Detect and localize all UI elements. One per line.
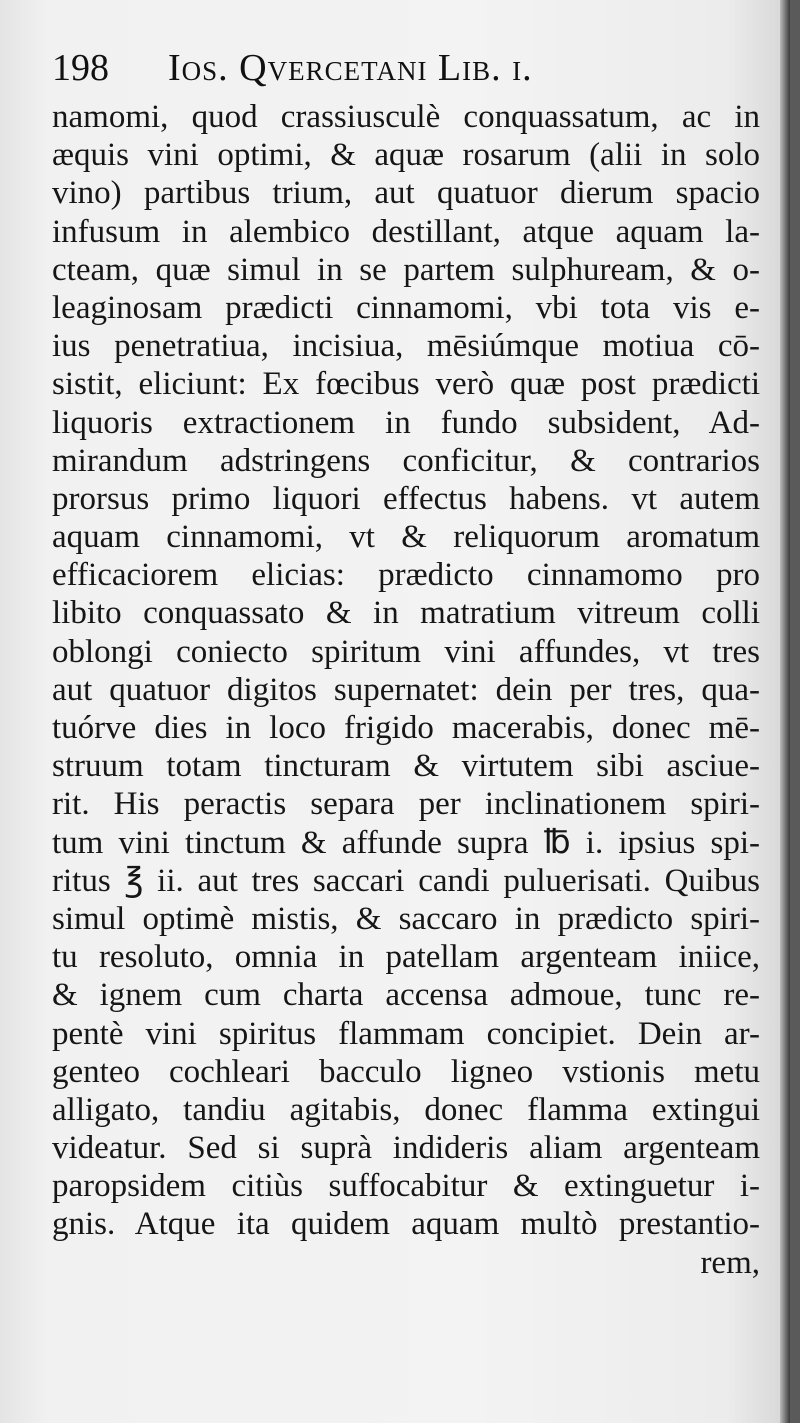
page-header bbox=[52, 40, 772, 96]
text-line: aquam cinnamomi, vt & reliquorum aromatum bbox=[52, 519, 760, 556]
text-line: prorsus primo liquori effectus habens. vt autem bbox=[52, 480, 760, 517]
body-text bbox=[52, 98, 760, 1282]
text-line: struum totam tincturam & virtutem sibi asciue- bbox=[52, 748, 760, 785]
text-line: liquoris extractionem in fundo subsident, Ad- bbox=[52, 404, 760, 441]
page-number: 198 bbox=[52, 47, 109, 89]
text-line: ritus ℥ ii. aut tres saccari candi puluerisati. Quibus bbox=[52, 862, 760, 899]
text-line: sistit, eliciunt: Ex fœcibus verò quæ post prædicti bbox=[52, 366, 760, 403]
text-line: aut quatuor digitos supernatet: dein per tres, qua- bbox=[52, 671, 760, 708]
running-head: Ios. Qvercetani Lib. i. bbox=[168, 47, 533, 89]
text-line: tu resoluto, omnia in patellam argenteam iniice, bbox=[52, 939, 760, 976]
text-line: pentè vini spiritus flammam concipiet. Dein ar- bbox=[52, 1015, 760, 1052]
text-line: videatur. Sed si suprà indideris aliam argenteam bbox=[52, 1130, 760, 1167]
text-line: genteo cochleari bacculo ligneo vstionis metu bbox=[52, 1053, 760, 1090]
text-line: tuórve dies in loco frigido macerabis, donec mē- bbox=[52, 710, 760, 746]
text-line: vino) partibus trium, aut quatuor dierum spacio bbox=[52, 175, 760, 212]
text-line: & ignem cum charta accensa admoue, tunc re- bbox=[52, 977, 760, 1014]
text-line: alligato, tandiu agitabis, donec flamma extingui bbox=[52, 1091, 760, 1128]
text-line: æquis vini optimi, & aquæ rosarum (alii in solo bbox=[52, 137, 760, 174]
text-line: paropsidem citiùs suffocabitur & extinguetur i- bbox=[52, 1168, 760, 1205]
text-line: libito conquassato & in matratium vitreum colli bbox=[52, 595, 760, 632]
text-line: rit. His peractis separa per inclinationem spiri- bbox=[52, 786, 760, 823]
text-line: namomi, quod crassiusculè conquassatum, ac in bbox=[52, 99, 760, 135]
page-edge-shadow bbox=[780, 0, 790, 1423]
text-line: ius penetratiua, incisiua, mēsiúmque motiua cō- bbox=[52, 328, 760, 365]
text-line: efficaciorem elicias: prædicto cinnamomo pro bbox=[52, 557, 760, 594]
catchword: rem, bbox=[700, 1244, 760, 1281]
text-line: mirandum adstringens conficitur, & contrarios bbox=[52, 442, 760, 479]
text-line: infusum in alembico destillant, atque aquam la- bbox=[52, 213, 760, 250]
text-line: simul optimè mistis, & saccaro in prædicto spiri- bbox=[52, 900, 760, 937]
text-line: cteam, quæ simul in se partem sulphuream, & o- bbox=[52, 251, 760, 288]
text-line: leaginosam prædicti cinnamomi, vbi tota vis e- bbox=[52, 289, 760, 326]
text-line: oblongi coniecto spiritum vini affundes, vt tres bbox=[52, 633, 760, 670]
text-line: gnis. Atque ita quidem aquam multò prestantio- bbox=[52, 1206, 760, 1243]
text-line: tum vini tinctum & affunde supra ℔ i. ipsius spi- bbox=[52, 824, 760, 861]
